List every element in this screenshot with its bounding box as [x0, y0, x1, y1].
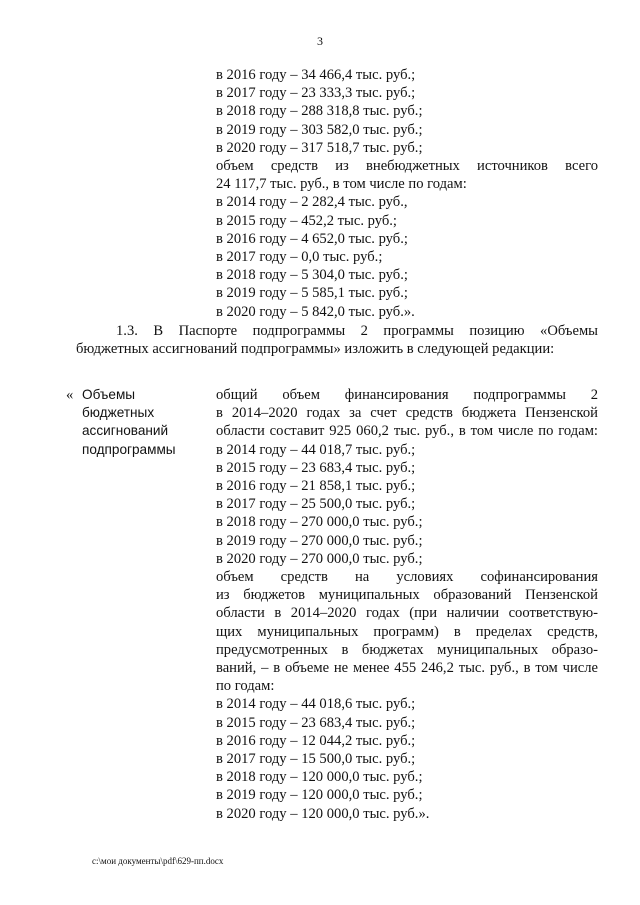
text-line: в 2014–2020 годах за счет средств бюджета Пензенской	[216, 405, 598, 422]
text-line: в 2020 году – 120 000,0 тыс. руб.».	[216, 805, 430, 822]
text-line: в 2020 году – 5 842,0 тыс. руб.».	[216, 303, 415, 320]
text-line: в 2019 году – 303 582,0 тыс. руб.;	[216, 121, 423, 138]
text-line: в 2020 году – 317 518,7 тыс. руб.;	[216, 139, 423, 156]
file-path-footer: c:\мои документы\pdf\629-пп.docx	[92, 856, 224, 866]
opening-quote: «	[66, 387, 74, 403]
text-line: в 2017 году – 23 333,3 тыс. руб.;	[216, 85, 416, 102]
position-content	[216, 386, 598, 823]
text-line: в 2019 году – 270 000,0 тыс. руб.;	[216, 532, 423, 549]
text-line: в 2016 году – 12 044,2 тыс. руб.;	[216, 732, 416, 749]
text-line: общий объем финансирования подпрограммы 2	[216, 387, 598, 403]
text-line: в 2014 году – 44 018,6 тыс. руб.;	[216, 696, 416, 713]
text-line: в 2014 году – 44 018,7 тыс. руб.;	[216, 441, 416, 458]
text-line: в 2015 году – 23 683,4 тыс. руб.;	[216, 714, 416, 731]
text-line: ваний, – в объеме не менее 455 246,2 тыс. руб., в том числе	[216, 660, 598, 677]
label-line: бюджетных	[82, 405, 155, 421]
text-line: объем средств на условиях софинансирования	[216, 569, 598, 586]
text-line: в 2018 году – 120 000,0 тыс. руб.;	[216, 769, 423, 786]
label-line: ассигнований	[82, 423, 169, 439]
text-line: в 2019 году – 5 585,1 тыс. руб.;	[216, 285, 408, 302]
text-line: в 2018 году – 288 318,8 тыс. руб.;	[216, 103, 423, 120]
text-line: в 2017 году – 15 500,0 тыс. руб.;	[216, 751, 416, 768]
amendment-paragraph	[76, 322, 598, 358]
text-line: предусмотренных в бюджетах муниципальных образо-	[216, 641, 598, 658]
page-number: 3	[317, 34, 323, 48]
text-line: области в 2014–2020 годах (при наличии соответствую-	[216, 605, 598, 622]
text-line: в 2018 году – 5 304,0 тыс. руб.;	[216, 267, 408, 284]
text-line: в 2019 году – 120 000,0 тыс. руб.;	[216, 787, 423, 804]
text-line: в 2014 году – 2 282,4 тыс. руб.,	[216, 194, 408, 211]
text-line: в 2016 году – 21 858,1 тыс. руб.;	[216, 478, 416, 495]
text-line: в 2017 году – 25 500,0 тыс. руб.;	[216, 496, 416, 513]
paragraph-line: 1.3. В Паспорте подпрограммы 2 программы позицию «Объемы	[116, 323, 598, 339]
position-label	[82, 386, 206, 459]
paragraph-line: бюджетных ассигнований подпрограммы» изложить в следующей редакции:	[76, 341, 555, 358]
label-line: подпрограммы	[82, 441, 176, 457]
text-line: в 2018 году – 270 000,0 тыс. руб.;	[216, 514, 423, 531]
text-line: в 2016 году – 4 652,0 тыс. руб.;	[216, 230, 408, 247]
text-line: в 2016 году – 34 466,4 тыс. руб.;	[216, 67, 416, 83]
top-funding-list	[216, 66, 598, 321]
text-line: области составит 925 060,2 тыс. руб., в том числе по годам:	[216, 423, 598, 440]
text-line: по годам:	[216, 678, 275, 695]
text-line: в 2017 году – 0,0 тыс. руб.;	[216, 249, 383, 266]
label-line: Объемы	[82, 387, 136, 402]
text-line: щих муниципальных программ) в пределах средств,	[216, 623, 598, 640]
text-line: в 2015 году – 23 683,4 тыс. руб.;	[216, 459, 416, 476]
text-line: в 2020 году – 270 000,0 тыс. руб.;	[216, 550, 423, 567]
text-line: в 2015 году – 452,2 тыс. руб.;	[216, 212, 397, 229]
text-line: объем средств из внебюджетных источников всего	[216, 158, 598, 175]
text-line: из бюджетов муниципальных образований Пензенской	[216, 587, 598, 604]
text-line: 24 117,7 тыс. руб., в том числе по годам:	[216, 176, 467, 193]
